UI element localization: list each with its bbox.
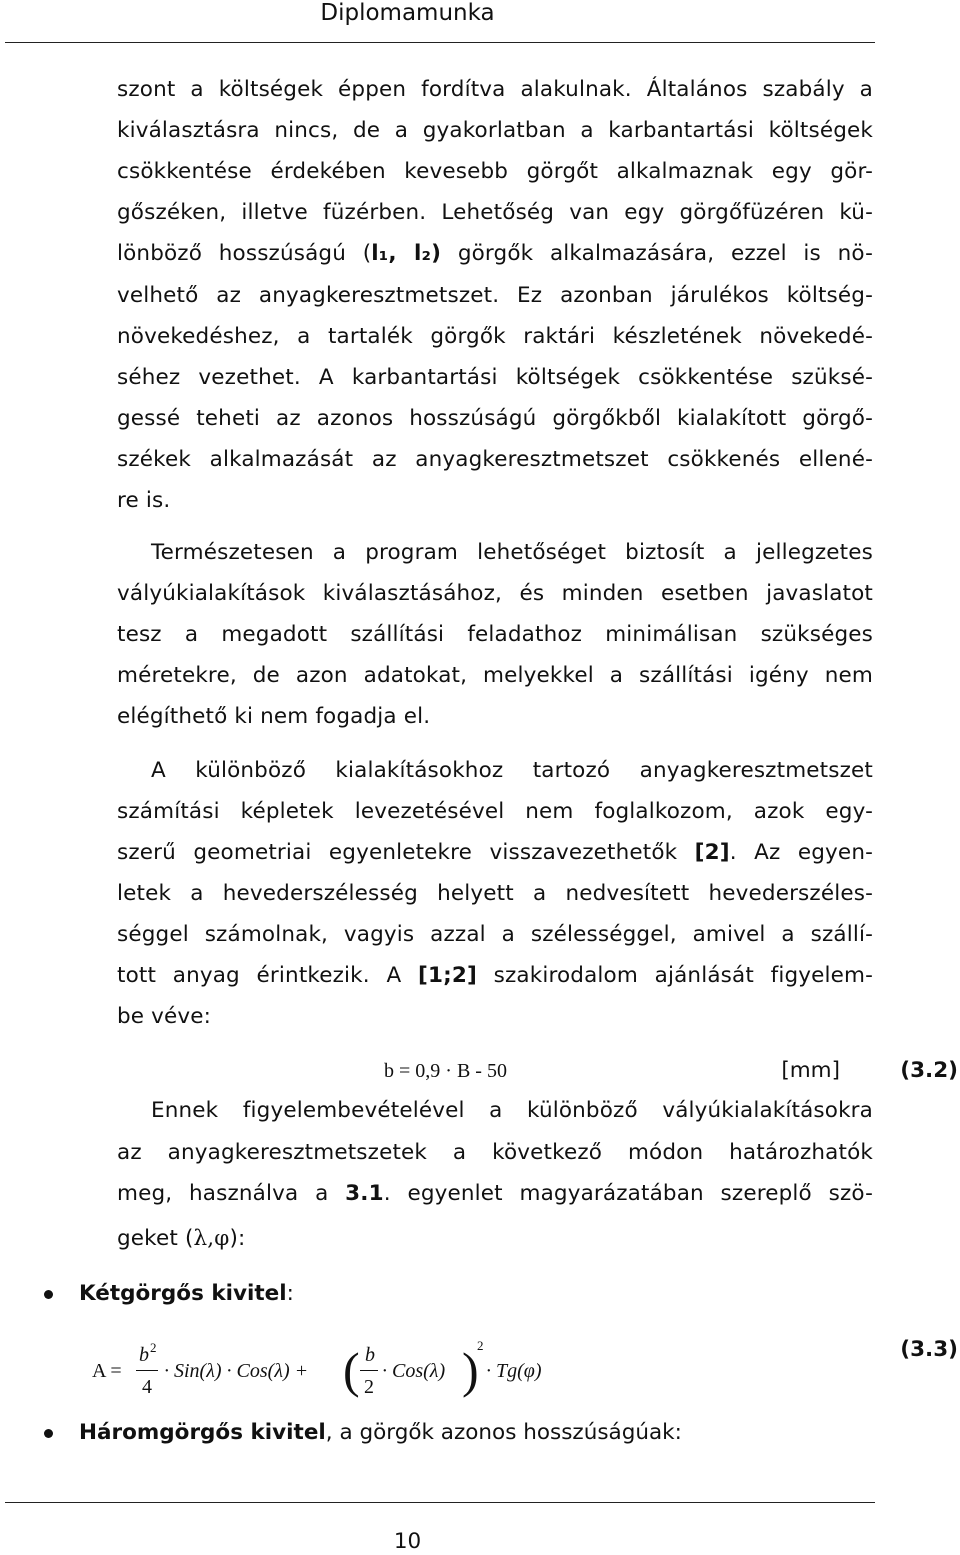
p2-line-3: tesz a megadott szállítási feladathoz minimálisan szükséges xyxy=(117,622,873,647)
p1-line-1: szont a költségek éppen fordítva alakulnak. Általános szabály a xyxy=(117,77,873,102)
p4-line-3 xyxy=(117,1179,873,1209)
p3-line-4: letek a hevederszélesség helyett a nedvesített hevederszéles- xyxy=(117,881,873,906)
p2-line-2: vályúkialakítások kiválasztásához, és minden esetben javaslatot xyxy=(117,581,873,606)
p2-line-4: méretekre, de azon adatokat, melyekkel a szállítási igény nem xyxy=(117,663,873,688)
eq33-frac2-bar xyxy=(360,1370,378,1371)
line-text: szakirodalom ajánlását figyelem- xyxy=(476,963,873,988)
eq33-frac1-exp: 2 xyxy=(150,1340,157,1355)
equation-3-3 xyxy=(90,1334,570,1408)
bold-reference: [2] xyxy=(694,840,730,865)
eq33-term1: · Sin(λ) · Cos(λ) + xyxy=(164,1360,309,1382)
line-text: meg, használva a xyxy=(117,1181,346,1206)
bold-reference: l₁, l₂) xyxy=(371,241,442,267)
line-text: szerű geometriai egyenletekre visszavezethetők xyxy=(117,840,695,865)
p3-line-3 xyxy=(117,838,873,868)
line-text: . egyenlet magyarázatában szereplő szö- xyxy=(383,1181,873,1206)
equation-3-3-number: (3.3) xyxy=(900,1337,958,1362)
p3-line-2: számítási képletek levezetésével nem foglalkozom, azok egy- xyxy=(117,799,873,824)
page-number: 10 xyxy=(393,1529,422,1554)
p3-line-7: be véve: xyxy=(117,1004,212,1029)
equation-3-2-unit: [mm] xyxy=(781,1058,840,1083)
footer-rule xyxy=(5,1502,875,1503)
p1-line-7: növekedéshez, a tartalék görgők raktári készletének növekedé- xyxy=(117,323,873,349)
line-text: lönböző hosszúságú ( xyxy=(117,241,372,267)
p1-line-5 xyxy=(117,239,873,269)
header-rule xyxy=(5,42,875,43)
p2-line-1: Természetesen a program lehetőséget biztosít a jellegzetes xyxy=(151,540,873,565)
p1-line-11: re is. xyxy=(117,488,171,513)
eq33-outer-exp: 2 xyxy=(477,1338,484,1353)
eq33-frac1-bar xyxy=(136,1370,158,1371)
bold-reference: 3.1 xyxy=(345,1181,384,1206)
bullet-haromgorgos xyxy=(79,1418,682,1448)
equation-3-2-number: (3.2) xyxy=(900,1058,958,1083)
bullet-dot-2 xyxy=(44,1429,53,1438)
eq33-term3: · Tg(φ) xyxy=(486,1360,542,1382)
p1-line-10: székek alkalmazását az anyagkeresztmetszet csökkenés ellené- xyxy=(117,446,873,472)
line-text: tott anyag érintkezik. A xyxy=(117,963,419,988)
p4-line-4 xyxy=(117,1224,873,1254)
p4-line-1: Ennek figyelembevételével a különböző vályúkialakításokra xyxy=(151,1098,873,1123)
eq33-frac1-num: b xyxy=(139,1344,149,1366)
eq33-left-paren: ( xyxy=(343,1342,360,1398)
line-text: ): xyxy=(229,1225,246,1251)
p1-line-2: kiválasztásra nincs, de a gyakorlatban a karbantartási költségek xyxy=(117,118,873,144)
line-text: geket ( xyxy=(117,1225,194,1251)
bold-reference: [1;2] xyxy=(418,963,477,988)
eq33-frac1-den: 4 xyxy=(142,1376,152,1398)
eq33-term2: · Cos(λ) xyxy=(382,1360,446,1382)
greek-symbols: λ,φ xyxy=(193,1225,230,1251)
bullet-kettgorgos-rest: : xyxy=(286,1281,294,1306)
bullet-haromgorgos-rest: , a görgők azonos hosszúságúak: xyxy=(325,1420,682,1445)
eq33-lhs: A = xyxy=(92,1360,122,1382)
p1-line-8: séhez vezethet. A karbantartási költségek csökkentése szüksé- xyxy=(117,364,873,390)
bullet-kettgorgos-title: Kétgörgős kivitel xyxy=(79,1281,287,1306)
header-title: Diplomamunka xyxy=(320,0,495,26)
bullet-dot-1 xyxy=(44,1290,53,1299)
p3-line-5: séggel számolnak, vagyis azzal a szélességgel, amivel a szállí- xyxy=(117,922,873,947)
eq33-frac2-num: b xyxy=(365,1344,375,1366)
bullet-kettgorgos xyxy=(79,1279,294,1309)
p3-line-6 xyxy=(117,961,873,991)
eq33-right-paren: ) xyxy=(462,1342,479,1398)
p2-line-5: elégíthető ki nem fogadja el. xyxy=(117,704,431,729)
bullet-haromgorgos-title: Háromgörgős kivitel xyxy=(79,1420,326,1445)
eq33-frac2-den: 2 xyxy=(364,1376,374,1398)
p1-line-6: velhető az anyagkeresztmetszet. Ez azonban járulékos költség- xyxy=(117,282,873,308)
p1-line-9: gessé teheti az azonos hosszúságú görgőkből kialakított görgő- xyxy=(117,405,873,431)
line-text: görgők alkalmazására, ezzel is nö- xyxy=(441,241,873,267)
equation-3-2-formula: b = 0,9 · B - 50 xyxy=(384,1060,507,1082)
line-text: . Az egyen- xyxy=(729,840,873,865)
p3-line-1: A különböző kialakításokhoz tartozó anyagkeresztmetszet xyxy=(151,758,873,783)
p1-line-3: csökkentése érdekében kevesebb görgőt alkalmaznak egy gör- xyxy=(117,159,873,185)
p4-line-2: az anyagkeresztmetszetek a következő módon határozhatók xyxy=(117,1139,873,1165)
p1-line-4: gőszéken, illetve füzérben. Lehetőség van egy görgőfüzéren kü- xyxy=(117,200,873,226)
